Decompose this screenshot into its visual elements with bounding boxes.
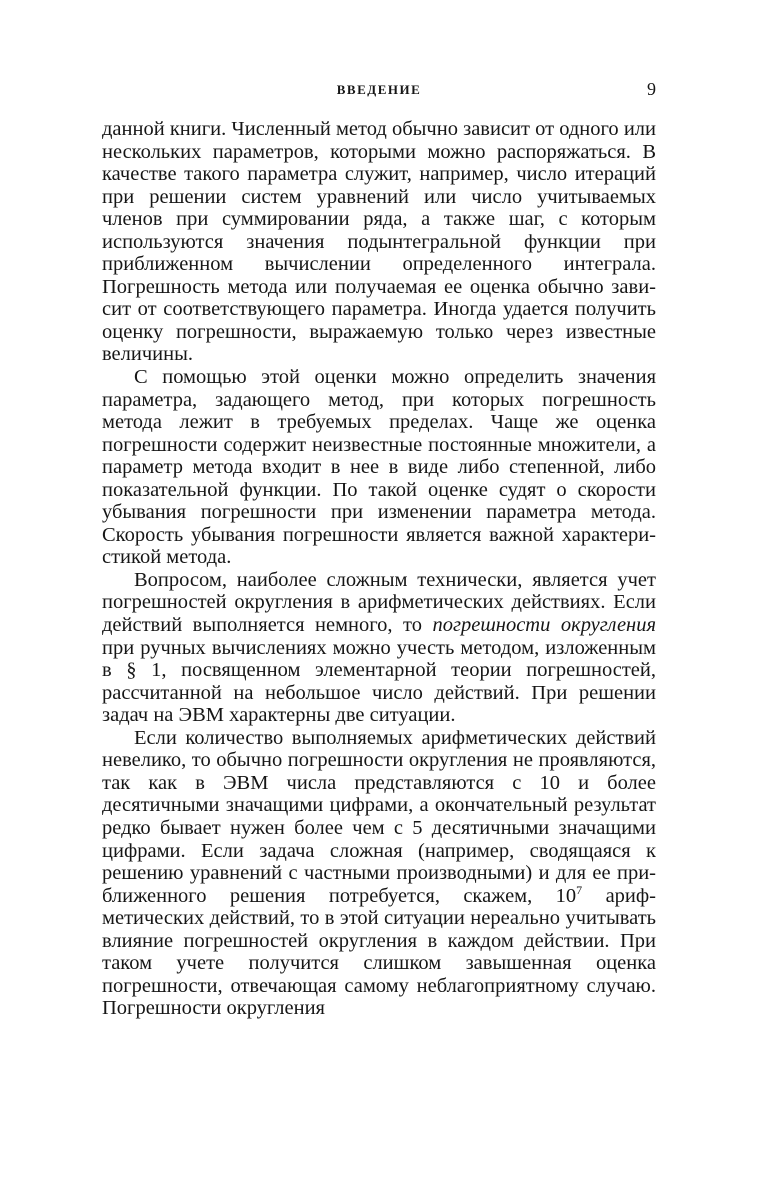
paragraph-4-text-start: Если количество выполняемых арифметических действий невелико, то обычно погрешности округления не проявляются, так как в ЭВМ числа представляются с 10 и более десятичными значащими цифрами, а окончательный результат редко бывает нужен более чем с 5 десятичными значащими цифрами. Если задача сложная (например, сводящаяся к решению уравнений с частными производными) и для ее приближенного решения потребуется, скажем, 10 xyxy=(102,726,656,907)
paragraph-3 xyxy=(102,569,656,727)
paragraph-4-text-end: арифметических действий, то в этой ситуации нереально учитывать влияние погрешностей округления в каждом действии. При таком учете получится слишком завышенная оценка погрешности, отвечающая самому неблагоприятному случаю. Погрешности округления xyxy=(102,884,656,1020)
paragraph-4 xyxy=(102,727,656,1020)
paragraph-1: данной книги. Численный метод обычно зависит от одного или нескольких параметров, которыми можно распоряжаться. В качестве такого параметра служит, например, число итераций при решении систем уравнений или число учитываемых членов при суммировании ряда, а также шаг, с которым используются значения подынтегральной функции при приближенном вычислении определенного интеграла. Погрешность метода или получаемая ее оценка обычно зависит от соответствующего параметра. Иногда удается получить оценку погрешности, выражаемую только через известные величины. xyxy=(102,118,656,366)
body-text xyxy=(102,118,656,1020)
paragraph-3-text-end: при ручных вычислениях можно учесть методом, изложенным в § 1, посвященном элементарной теории погрешностей, рассчитанной на небольшое число действий. При решении задач на ЭВМ характерны две ситуации. xyxy=(102,636,656,727)
paragraph-3-text-start: Вопросом, наиболее сложным технически, является учет погрешностей округления в арифметических действиях. Если действий выполняется немного, то xyxy=(102,568,656,637)
paragraph-2: С помощью этой оценки можно определить значения параметра, задающего метод, при которых погрешность метода лежит в требуемых пределах. Чаще же оценка погрешности содержит неизвестные постоянные множители, а параметр метода входит в нее в виде либо степенной, либо показательной функции. По такой оценке судят о скорости убывания погрешности при изменении параметра метода. Скорость убывания погрешности является важной характеристикой метода. xyxy=(102,366,656,569)
italic-term: погрешности округления xyxy=(432,614,656,637)
exponent: 7 xyxy=(576,882,583,897)
chapter-title: ВВЕДЕНИЕ xyxy=(336,82,422,97)
page-number: 9 xyxy=(647,79,656,99)
running-head xyxy=(102,79,656,101)
